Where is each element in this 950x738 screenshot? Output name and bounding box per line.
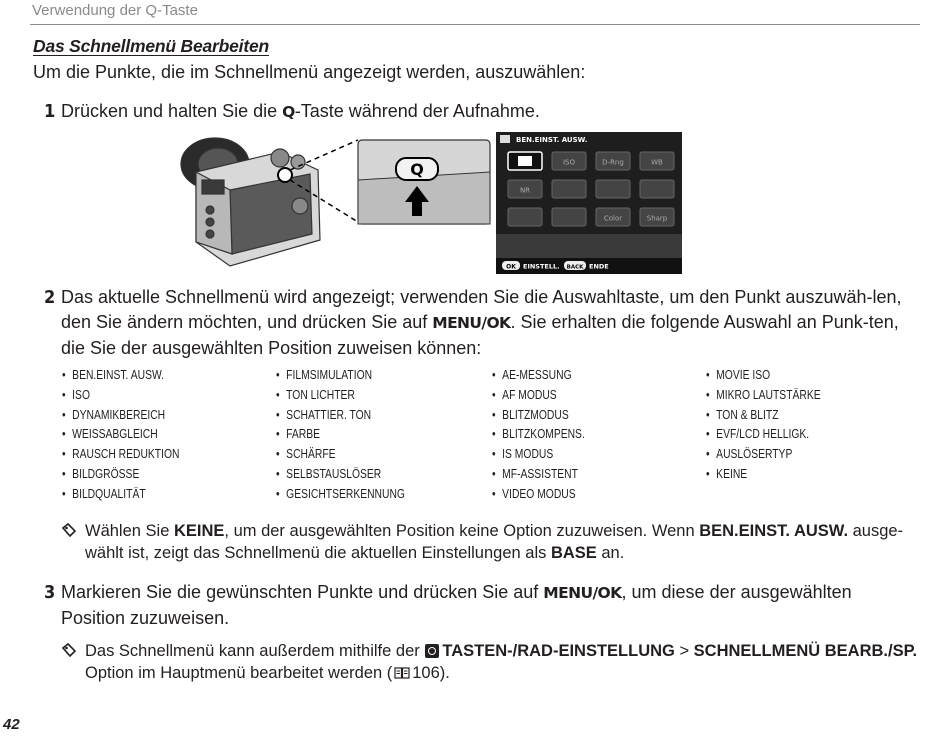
note-text: Das Schnellmenü kann außerdem mithilfe der TASTEN-/RAD-EINSTELLUNG > SCHNELLMENÜ BEARB./SP. Option im Hauptmenü bearbeitet werden ( 106). — [85, 642, 918, 682]
section-title: Das Schnellmenü Bearbeiten — [33, 36, 269, 56]
screen-back-key: BACK — [566, 264, 584, 271]
note-1 — [62, 520, 922, 564]
option-item: • ISO — [62, 386, 179, 406]
step-number: 1 — [44, 101, 56, 122]
options-column-1 — [62, 366, 205, 505]
screen-tile-label: Color — [603, 214, 623, 223]
step-text: Das aktuelle Schnellmenü wird angezeigt; verwenden Sie die Auswahltaste, um den Punkt auszuwäh-len, den Sie ändern möchten, und drücken Sie auf MENU/OK. Sie erhalten die folgende Auswahl an Punk-ten, die Sie der ausgewählten Position zuweisen können: — [61, 287, 902, 358]
key-menu-ok: MENU/OK — [432, 314, 511, 332]
option-item: • SCHÄRFE — [276, 445, 405, 465]
screen-tile — [508, 208, 542, 226]
screen-tile-label: Sharp — [646, 214, 668, 223]
option-item: • FILMSIMULATION — [276, 366, 405, 386]
option-item: • SELBSTAUSLÖSER — [276, 465, 405, 485]
custom-setting-icon — [518, 156, 532, 166]
option-item: • AF MODUS — [492, 386, 585, 406]
option-item: • AUSLÖSERTYP — [706, 445, 821, 465]
key-q: Q — [282, 103, 295, 121]
note-icon — [62, 643, 76, 657]
option-item: • TON & BLITZ — [706, 406, 821, 426]
step-2 — [44, 285, 920, 361]
note-2 — [62, 640, 922, 684]
screen-back-label: ENDE — [589, 262, 609, 271]
camera-body-image — [181, 138, 320, 266]
step-number: 3 — [44, 582, 56, 603]
option-item: • EVF/LCD HELLIGK. — [706, 425, 821, 445]
step-3 — [44, 580, 920, 631]
quick-menu-screen — [496, 132, 682, 274]
screen-tile-label: ISO — [562, 158, 576, 167]
screen-header: BEN.EINST. AUSW. — [516, 136, 588, 144]
note-icon — [62, 523, 76, 537]
camera-illustration — [160, 130, 684, 276]
book-icon — [394, 667, 410, 679]
option-item: • GESICHTSERKENNUNG — [276, 485, 405, 505]
screen-tile — [640, 180, 674, 198]
option-item: • BLITZKOMPENS. — [492, 425, 585, 445]
option-item: • AE-MESSUNG — [492, 366, 585, 386]
screen-tile — [552, 180, 586, 198]
option-item: • MF-ASSISTENT — [492, 465, 585, 485]
page-number: 42 — [3, 716, 20, 733]
option-item: • TON LICHTER — [276, 386, 405, 406]
key-menu-ok: MENU/OK — [543, 584, 622, 602]
step-1 — [44, 99, 920, 125]
option-item: • DYNAMIKBEREICH — [62, 406, 179, 426]
screen-tile-label: D-Rng — [602, 158, 624, 167]
q-button-label: Q — [410, 160, 424, 179]
screen-ok-key: OK — [506, 263, 516, 271]
step-text: Drücken und halten Sie die Q-Taste während der Aufnahme. — [61, 101, 540, 121]
step-number: 2 — [44, 287, 56, 308]
screen-tile — [596, 180, 630, 198]
option-item: • FARBE — [276, 425, 405, 445]
screen-ok-label: EINSTELL. — [523, 262, 560, 271]
option-item: • VIDEO MODUS — [492, 485, 585, 505]
option-item: • MOVIE ISO — [706, 366, 821, 386]
screen-tile-label: NR — [519, 186, 531, 195]
option-item: • BILDQUALITÄT — [62, 485, 179, 505]
option-item: • MIKRO LAUTSTÄRKE — [706, 386, 821, 406]
running-head: Verwendung der Q-Taste — [32, 2, 198, 19]
option-item: • RAUSCH REDUKTION — [62, 445, 179, 465]
option-item: • SCHATTIER. TON — [276, 406, 405, 426]
options-column-4 — [706, 366, 846, 485]
options-column-3 — [492, 366, 605, 505]
options-column-2 — [276, 366, 433, 505]
header-rule — [30, 24, 920, 25]
option-item: • BLITZMODUS — [492, 406, 585, 426]
option-item: • BILDGRÖSSE — [62, 465, 179, 485]
setup-menu-icon — [425, 644, 439, 658]
option-item: • WEISSABGLEICH — [62, 425, 179, 445]
screen-tile-label: WB — [651, 158, 663, 167]
note-text: Wählen Sie KEINE, um der ausgewählten Position keine Option zuzuweisen. Wenn BEN.EINST. AUSW. ausge-wählt ist, zeigt das Schnellmenü die aktuellen Einstellungen als BASE an. — [85, 522, 904, 562]
option-item: • IS MODUS — [492, 445, 585, 465]
intro-text: Um die Punkte, die im Schnellmenü angezeigt werden, auszuwählen: — [33, 62, 586, 82]
option-item: • BEN.EINST. AUSW. — [62, 366, 179, 386]
q-button-closeup — [358, 140, 490, 224]
screen-tile — [552, 208, 586, 226]
option-item: • KEINE — [706, 465, 821, 485]
step-text: Markieren Sie die gewünschten Punkte und drücken Sie auf MENU/OK, um diese der ausgewählten Position zuzuweisen. — [61, 582, 852, 628]
